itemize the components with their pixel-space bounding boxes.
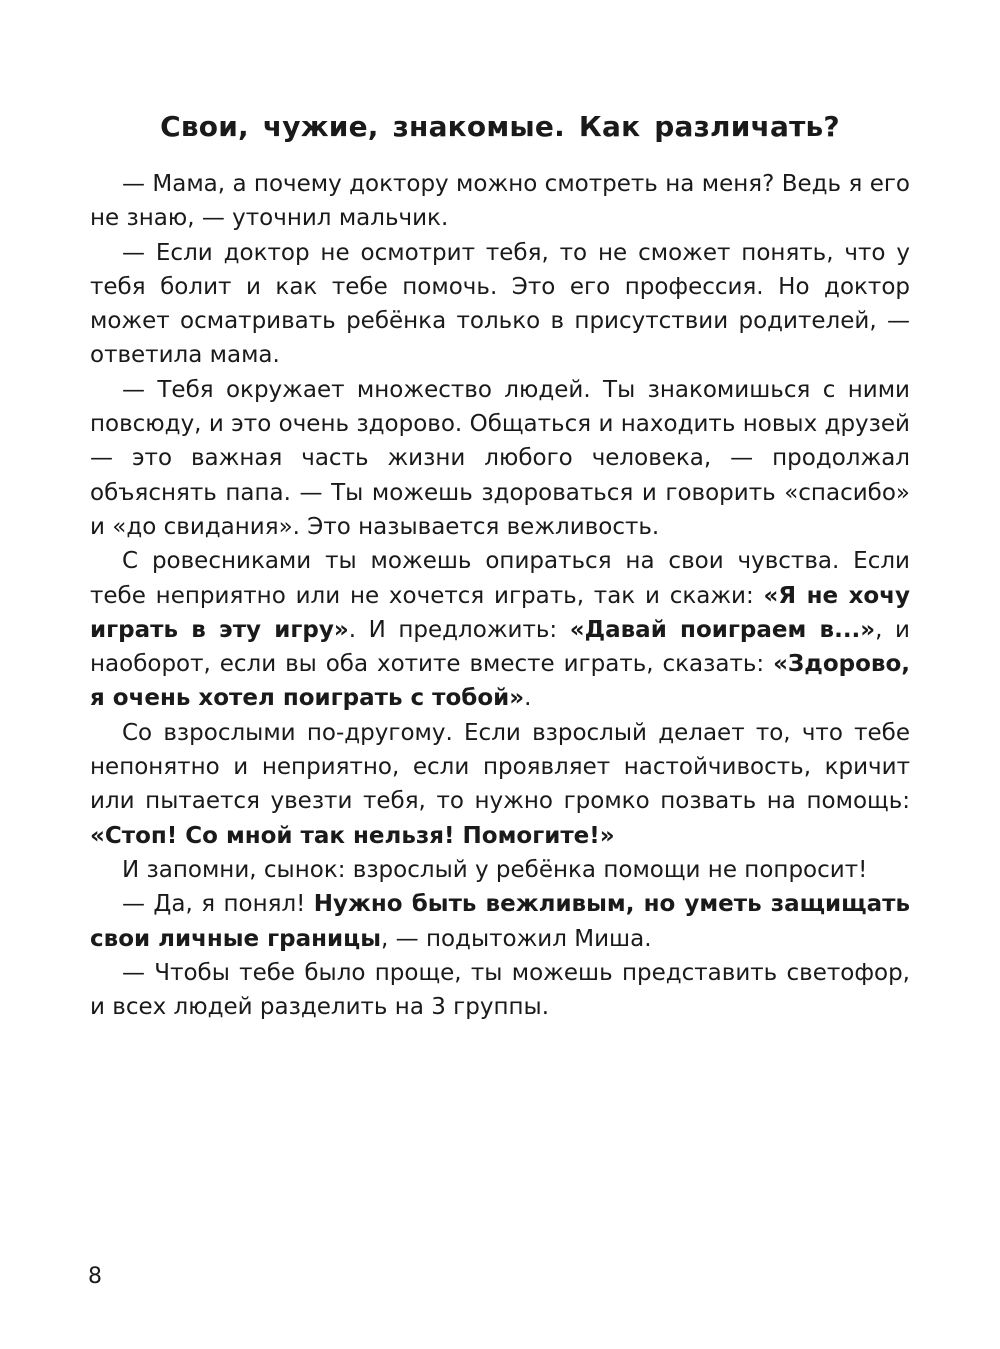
paragraph-1: — Мама, а почему доктору можно смотреть на меня? Ведь я его не знаю, — уточнил мальчик. <box>90 171 910 232</box>
paragraph-5 <box>90 716 910 853</box>
page-title: Свои, чужие, знакомые. Как различать? <box>160 110 840 143</box>
paragraph-4-text-4: . <box>524 685 532 712</box>
paragraph-4-text-1: С ровесниками ты можешь опираться на свои чувства. Если тебе неприятно или не хочется играть, так и скажи: <box>90 548 910 609</box>
paragraph-7-text-2: , — подытожил Миша. <box>381 925 652 952</box>
paragraph-6: И запомни, сынок: взрослый у ребёнка помощи не попросит! <box>122 856 868 883</box>
paragraph-7-bold-1: Нужно быть вежливым, но уметь защищать свои личные границы <box>90 891 910 952</box>
paragraph-5-text-1: Со взрослыми по-другому. Если взрослый делает то, что тебе непонятно и неприятно, если проявляет настойчивость, кричит или пытается увезти тебя, то нужно громко позвать на помощь: <box>90 719 910 815</box>
paragraph-8: — Чтобы тебе было проще, ты можешь представить светофор, и всех людей разделить на 3 группы. <box>90 959 910 1021</box>
paragraph-7-text-1: — Да, я понял! <box>122 891 314 918</box>
paragraph-4-text-3: , и наоборот, если вы оба хотите вместе играть, сказать: <box>90 616 910 678</box>
paragraph-4-text-2: . И предложить: <box>348 616 570 643</box>
paragraph-5-bold-1: «Стоп! Со мной так нельзя! Помогите!» <box>90 822 615 849</box>
body-text <box>90 167 910 1024</box>
paragraph-4 <box>90 544 910 715</box>
paragraph-4-bold-1: «Я не хочу играть в эту игру» <box>90 582 910 643</box>
paragraph-4-bold-2: «Давай поиграем в...» <box>569 616 876 643</box>
page-number: 8 <box>88 1264 102 1289</box>
paragraph-7 <box>90 887 910 956</box>
paragraph-2: — Если доктор не осмотрит тебя, то не сможет понять, что у тебя болит и как тебе помочь. Это его профессия. Но доктор может осматривать ребёнка только в присутствии родителей, — ответила мама. <box>90 239 910 369</box>
paragraph-4-bold-3: «Здорово, я очень хотел поиграть с тобой» <box>90 651 910 712</box>
paragraph-3: — Тебя окружает множество людей. Ты знакомишься с ними повсюду, и это очень здорово. Общаться и находить новых друзей — это важная часть жизни любого человека, — продолжал объяснять папа. — Ты можешь здороваться и говорить «спасибо» и «до свидания». Это называется вежливость. <box>90 376 910 540</box>
